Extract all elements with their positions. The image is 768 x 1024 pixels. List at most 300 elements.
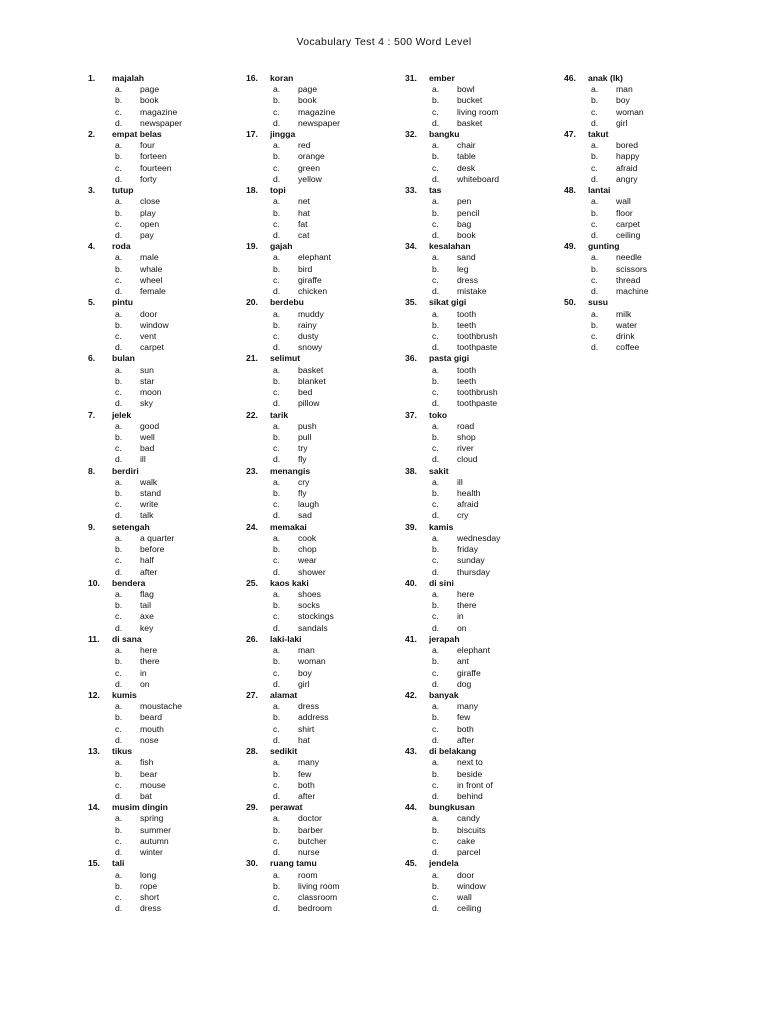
answer-option — [405, 903, 565, 914]
question-header — [88, 634, 248, 645]
answer-option — [246, 567, 406, 578]
question-word: di belakang — [429, 746, 477, 757]
option-text: on — [457, 622, 467, 633]
option-letter: a. — [115, 84, 123, 95]
option-letter: b. — [273, 712, 281, 723]
option-text: bird — [298, 263, 313, 274]
option-text: sky — [140, 398, 153, 409]
answer-option — [246, 84, 406, 95]
option-text: bear — [140, 768, 158, 779]
option-text: stand — [140, 488, 162, 499]
answer-option — [564, 275, 724, 286]
question-item — [88, 690, 248, 746]
option-text: scissors — [616, 263, 648, 274]
answer-option — [88, 881, 248, 892]
answer-option — [405, 600, 565, 611]
option-text: bedroom — [298, 903, 332, 914]
answer-option — [564, 107, 724, 118]
option-letter: c. — [591, 274, 598, 285]
answer-option — [405, 151, 565, 162]
question-item — [88, 578, 248, 634]
answer-option — [405, 769, 565, 780]
option-text: both — [298, 779, 315, 790]
option-text: rainy — [298, 319, 317, 330]
option-letter: a. — [115, 476, 123, 487]
option-letter: b. — [115, 544, 123, 555]
question-word: ember — [429, 73, 455, 83]
option-text: toothbrush — [457, 387, 498, 398]
answer-option — [88, 151, 248, 162]
option-text: magazine — [140, 106, 178, 117]
question-word: empat belas — [112, 129, 162, 140]
question-number: 32. — [405, 129, 417, 140]
option-text: book — [457, 229, 476, 240]
option-letter: b. — [115, 768, 123, 779]
option-letter: b. — [115, 207, 123, 218]
answer-option — [88, 387, 248, 398]
option-text: sun — [140, 364, 154, 375]
option-text: ceiling — [457, 903, 482, 914]
option-letter: d. — [273, 678, 281, 689]
option-letter: a. — [273, 140, 281, 151]
answer-option — [88, 454, 248, 465]
option-letter: b. — [591, 263, 599, 274]
option-letter: c. — [432, 162, 439, 173]
answer-option — [405, 477, 565, 488]
option-letter: a. — [273, 589, 281, 600]
option-text: wall — [616, 196, 631, 207]
question-item — [246, 73, 406, 129]
question-number: 48. — [564, 185, 576, 196]
option-letter: a. — [273, 813, 281, 824]
option-text: newspaper — [140, 117, 183, 128]
question-number: 29. — [246, 802, 258, 813]
question-item — [88, 353, 248, 409]
question-word: di sini — [429, 577, 454, 588]
option-text: both — [457, 723, 474, 734]
option-letter: d. — [273, 173, 281, 184]
answer-option — [405, 286, 565, 297]
option-letter: a. — [115, 645, 123, 656]
question-word: sikat gigi — [429, 297, 467, 308]
answer-option — [564, 230, 724, 241]
question-header — [246, 73, 406, 84]
answer-option — [88, 84, 248, 95]
option-text: toothpaste — [457, 342, 498, 353]
answer-option — [564, 264, 724, 275]
answer-option — [246, 342, 406, 353]
option-letter: c. — [432, 274, 439, 285]
question-number: 9. — [88, 521, 96, 532]
question-item — [405, 73, 565, 129]
question-header — [88, 129, 248, 140]
option-text: pencil — [457, 207, 480, 218]
answer-option — [88, 510, 248, 521]
question-word: musim dingin — [112, 802, 168, 813]
question-number: 45. — [405, 858, 417, 869]
question-word: bungkusan — [429, 802, 475, 813]
answer-option — [88, 623, 248, 634]
option-text: muddy — [298, 308, 324, 319]
option-letter: d. — [115, 566, 123, 577]
answer-option — [88, 95, 248, 106]
option-text: door — [140, 308, 158, 319]
answer-option — [405, 668, 565, 679]
option-text: four — [140, 140, 155, 151]
option-letter: a. — [432, 701, 440, 712]
option-letter: b. — [115, 488, 123, 499]
answer-option — [405, 724, 565, 735]
option-text: yellow — [298, 173, 322, 184]
answer-option — [88, 555, 248, 566]
question-item — [246, 578, 406, 634]
answer-option — [246, 712, 406, 723]
option-text: barber — [298, 824, 323, 835]
option-letter: a. — [432, 532, 440, 543]
option-text: in front of — [457, 779, 493, 790]
option-letter: a. — [115, 308, 123, 319]
question-item — [564, 185, 724, 241]
answer-option — [88, 724, 248, 735]
option-text: fat — [298, 218, 308, 229]
question-item — [405, 746, 565, 802]
option-letter: a. — [432, 84, 440, 95]
option-letter: c. — [115, 835, 122, 846]
question-word: berdiri — [112, 465, 139, 476]
answer-option — [88, 870, 248, 881]
answer-option — [88, 118, 248, 129]
option-letter: d. — [432, 734, 440, 745]
option-text: bag — [457, 218, 472, 229]
question-number: 24. — [246, 521, 258, 532]
option-letter: b. — [273, 600, 281, 611]
question-number: 27. — [246, 690, 258, 701]
answer-option — [246, 95, 406, 106]
question-item — [88, 410, 248, 466]
option-text: man — [616, 84, 633, 95]
option-text: after — [457, 734, 475, 745]
option-letter: a. — [273, 364, 281, 375]
option-letter: a. — [432, 589, 440, 600]
answer-option — [405, 791, 565, 802]
option-text: window — [140, 319, 169, 330]
answer-option — [88, 544, 248, 555]
answer-option — [405, 611, 565, 622]
option-text: mouth — [140, 723, 164, 734]
option-text: cook — [298, 532, 317, 543]
question-item — [564, 297, 724, 353]
answer-option — [405, 107, 565, 118]
answer-option — [88, 499, 248, 510]
option-text: on — [140, 678, 150, 689]
option-text: nose — [140, 734, 159, 745]
question-word: kaos kaki — [270, 577, 309, 588]
answer-option — [246, 611, 406, 622]
answer-option — [88, 331, 248, 342]
question-item — [405, 690, 565, 746]
question-header — [405, 522, 565, 533]
option-text: doctor — [298, 813, 322, 824]
option-letter: b. — [115, 824, 123, 835]
option-letter: d. — [432, 173, 440, 184]
option-letter: a. — [432, 869, 440, 880]
question-header — [564, 297, 724, 308]
option-text: shower — [298, 566, 326, 577]
option-letter: a. — [591, 196, 599, 207]
question-header — [246, 634, 406, 645]
answer-option — [246, 656, 406, 667]
option-text: dog — [457, 678, 472, 689]
option-text: teeth — [457, 319, 477, 330]
question-word: tikus — [112, 746, 133, 757]
option-letter: a. — [432, 252, 440, 263]
question-number: 15. — [88, 858, 100, 869]
option-letter: c. — [115, 274, 122, 285]
question-word: susu — [588, 297, 609, 308]
answer-option — [88, 140, 248, 151]
option-letter: b. — [432, 95, 440, 106]
answer-option — [405, 488, 565, 499]
question-header — [246, 746, 406, 757]
option-text: boy — [616, 95, 630, 106]
option-letter: d. — [273, 398, 281, 409]
question-word: jelek — [112, 409, 132, 420]
question-word: kamis — [429, 521, 454, 532]
page-title: Vocabulary Test 4 : 500 Word Level — [296, 36, 472, 48]
option-letter: c. — [115, 499, 122, 510]
option-letter: c. — [273, 555, 280, 566]
option-text: cat — [298, 229, 310, 240]
option-letter: d. — [115, 229, 123, 240]
option-text: autumn — [140, 835, 169, 846]
question-item — [246, 185, 406, 241]
option-text: page — [298, 84, 318, 95]
question-item — [88, 858, 248, 914]
option-text: hat — [298, 734, 310, 745]
option-text: sad — [298, 510, 312, 521]
question-word: topi — [270, 185, 286, 196]
answer-option — [246, 264, 406, 275]
question-item — [88, 522, 248, 578]
answer-option — [405, 376, 565, 387]
question-number: 1. — [88, 73, 96, 83]
question-column-4 — [564, 73, 724, 353]
question-item — [405, 241, 565, 297]
answer-option — [246, 421, 406, 432]
option-text: giraffe — [298, 274, 322, 285]
answer-option — [246, 780, 406, 791]
option-text: magazine — [298, 106, 336, 117]
answer-option — [564, 208, 724, 219]
answer-option — [405, 813, 565, 824]
option-text: flag — [140, 589, 154, 600]
answer-option — [246, 881, 406, 892]
option-text: cloud — [457, 454, 478, 465]
option-letter: d. — [115, 678, 123, 689]
answer-option — [246, 432, 406, 443]
question-word: di sana — [112, 633, 142, 644]
question-header — [88, 73, 248, 84]
option-letter: a. — [115, 252, 123, 263]
question-item — [405, 802, 565, 858]
option-letter: b. — [273, 488, 281, 499]
option-letter: c. — [432, 218, 439, 229]
question-item — [246, 129, 406, 185]
answer-option — [246, 230, 406, 241]
option-letter: b. — [273, 431, 281, 442]
question-header — [405, 802, 565, 813]
answer-option — [246, 443, 406, 454]
option-letter: d. — [115, 846, 123, 857]
answer-option — [564, 118, 724, 129]
option-letter: d. — [591, 117, 599, 128]
question-number: 43. — [405, 746, 417, 757]
answer-option — [88, 219, 248, 230]
option-letter: d. — [115, 510, 123, 521]
question-number: 42. — [405, 690, 417, 701]
answer-option — [564, 331, 724, 342]
option-letter: b. — [432, 263, 440, 274]
option-letter: d. — [591, 173, 599, 184]
option-text: moustache — [140, 701, 183, 712]
question-column-2 — [246, 73, 406, 914]
option-text: tooth — [457, 308, 477, 319]
option-text: toothpaste — [457, 398, 498, 409]
option-text: well — [140, 431, 155, 442]
option-letter: b. — [273, 263, 281, 274]
option-text: bat — [140, 790, 152, 801]
option-text: summer — [140, 824, 172, 835]
question-item — [88, 466, 248, 522]
answer-option — [88, 813, 248, 824]
question-header — [88, 297, 248, 308]
option-text: forteen — [140, 151, 167, 162]
option-text: chair — [457, 140, 476, 151]
option-letter: d. — [591, 342, 599, 353]
question-item — [405, 578, 565, 634]
question-item — [246, 746, 406, 802]
answer-option — [405, 84, 565, 95]
option-letter: d. — [273, 117, 281, 128]
option-text: biscuits — [457, 824, 486, 835]
option-letter: d. — [115, 398, 123, 409]
option-letter: c. — [273, 218, 280, 229]
question-number: 6. — [88, 353, 96, 364]
option-letter: b. — [273, 319, 281, 330]
option-letter: c. — [273, 499, 280, 510]
answer-option — [246, 836, 406, 847]
answer-option — [88, 903, 248, 914]
option-letter: d. — [432, 510, 440, 521]
answer-option — [564, 84, 724, 95]
option-letter: b. — [115, 880, 123, 891]
question-number: 35. — [405, 297, 417, 308]
question-number: 28. — [246, 746, 258, 757]
option-text: candy — [457, 813, 480, 824]
answer-option — [246, 174, 406, 185]
answer-option — [405, 656, 565, 667]
question-word: bangku — [429, 129, 460, 140]
option-text: orange — [298, 151, 325, 162]
answer-option — [88, 196, 248, 207]
option-letter: d. — [432, 622, 440, 633]
answer-option — [246, 735, 406, 746]
question-item — [405, 466, 565, 522]
option-letter: d. — [432, 790, 440, 801]
option-letter: b. — [432, 375, 440, 386]
option-letter: d. — [115, 903, 123, 914]
option-text: push — [298, 420, 317, 431]
option-letter: b. — [273, 656, 281, 667]
option-letter: a. — [591, 84, 599, 95]
option-letter: d. — [115, 342, 123, 353]
option-text: stockings — [298, 611, 334, 622]
option-letter: a. — [273, 308, 281, 319]
option-text: hat — [298, 207, 310, 218]
question-word: koran — [270, 73, 294, 83]
answer-option — [405, 275, 565, 286]
option-text: blanket — [298, 375, 326, 386]
answer-option — [246, 477, 406, 488]
answer-option — [564, 140, 724, 151]
option-letter: c. — [273, 667, 280, 678]
option-letter: b. — [115, 151, 123, 162]
question-header — [405, 858, 565, 869]
option-text: ill — [140, 454, 146, 465]
option-text: girl — [298, 678, 310, 689]
option-letter: d. — [432, 566, 440, 577]
answer-option — [88, 208, 248, 219]
option-letter: c. — [432, 667, 439, 678]
option-text: giraffe — [457, 667, 481, 678]
option-text: happy — [616, 151, 640, 162]
option-letter: a. — [273, 757, 281, 768]
option-text: bucket — [457, 95, 483, 106]
question-item — [88, 129, 248, 185]
question-header — [246, 410, 406, 421]
option-text: shirt — [298, 723, 315, 734]
option-text: living room — [457, 106, 499, 117]
option-text: pen — [457, 196, 472, 207]
question-number: 12. — [88, 690, 100, 701]
option-letter: a. — [432, 813, 440, 824]
option-text: female — [140, 286, 166, 297]
question-header — [246, 522, 406, 533]
option-letter: a. — [115, 364, 123, 375]
answer-option — [564, 95, 724, 106]
question-number: 49. — [564, 241, 576, 252]
option-letter: c. — [273, 443, 280, 454]
option-letter: c. — [432, 723, 439, 734]
option-letter: d. — [115, 454, 123, 465]
option-letter: c. — [273, 330, 280, 341]
question-item — [246, 297, 406, 353]
option-letter: d. — [591, 229, 599, 240]
answer-option — [88, 825, 248, 836]
option-text: afraid — [457, 499, 479, 510]
question-number: 26. — [246, 633, 258, 644]
option-text: mouse — [140, 779, 166, 790]
option-text: axe — [140, 611, 154, 622]
question-number: 47. — [564, 129, 576, 140]
option-letter: a. — [115, 757, 123, 768]
question-header — [88, 690, 248, 701]
answer-option — [88, 376, 248, 387]
option-letter: b. — [432, 768, 440, 779]
answer-option — [88, 275, 248, 286]
answer-option — [88, 342, 248, 353]
option-letter: d. — [115, 173, 123, 184]
